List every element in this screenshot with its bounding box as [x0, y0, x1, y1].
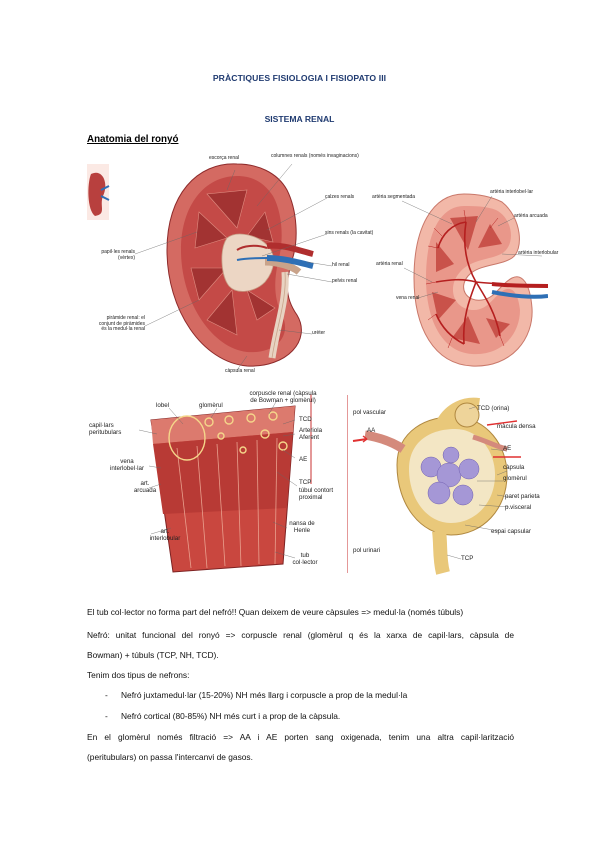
label-tub-collector: tub col·lector: [292, 552, 318, 566]
label-capsula: càpsula: [503, 464, 525, 471]
label-sins-renals: sins renals (la cavitat): [325, 230, 374, 236]
label-pelvis-renal: pelvis renal: [332, 278, 358, 284]
label-escorca-renal: escorça renal: [209, 155, 240, 161]
kidney-arteries-figure: [372, 188, 559, 374]
label-piramide-renal: piràmide renal: el conjunt de piràmides és la medul·la renal: [98, 315, 145, 333]
label-tcp: TCP: [461, 555, 474, 562]
kidney-section-illustration: [87, 150, 367, 380]
label-art-arcuada: art. arcuada: [133, 480, 157, 494]
label-columnes-renals: columnes renals (només invaginacions): [271, 153, 359, 159]
label-vena-interlobel-lar: vena interlobel·lar: [109, 458, 145, 472]
label-hil-renal: hil renal: [332, 262, 350, 268]
label-tcd: TCD: [299, 416, 312, 423]
label-paret-parieta: paret parieta: [505, 493, 540, 500]
label-arteriola-aferent: Arteriola Aferent: [299, 427, 323, 441]
document-title: PRÀCTIQUES FISIOLOGIA I FISIOPATO III: [212, 73, 387, 83]
label-aa: AA: [367, 427, 376, 434]
section-title: SISTEMA RENAL: [264, 114, 335, 124]
label-macula-densa: màcula densa: [497, 423, 536, 430]
label-arteria-segmentada: artèria segmentada: [372, 194, 416, 200]
label-ae: AE: [503, 445, 512, 452]
label-arteria-renal: artèria renal: [376, 261, 403, 267]
renal-corpuscle-figure: [347, 395, 547, 575]
kidney-section-figure: [87, 150, 374, 380]
label-calzes-renals: calzes renals: [325, 194, 355, 200]
label-tcd-orina: TCD (orina): [477, 405, 510, 412]
paragraph-tipus-nefrons: Tenim dos tipus de nefrons:: [87, 670, 190, 680]
label-espai-capsular: espai capsular: [491, 528, 531, 535]
paragraph-tub-collector: El tub col·lector no forma part del nefró!! Quan deixem de veure càpsules => medul·la (només túbuls): [87, 607, 464, 617]
label-ae: AE: [299, 456, 308, 463]
paragraph-glomerul-line1: En el glomèrul només filtració => AA i AE porten sang oxigenada, tenim una altra capil·larització: [87, 732, 514, 742]
label-glomerul: glomèrul: [503, 475, 527, 482]
label-arteria-arcuada: artèria arcuada: [514, 213, 548, 219]
label-art-interlobular: art. interlobular: [149, 528, 181, 542]
label-nansa-henle: nansa de Henle: [289, 520, 315, 534]
bullet-juxtamedullar: Nefró juxtamedul·lar (15-20%) NH més llarg i corpuscle a prop de la medul·la: [121, 690, 408, 700]
paragraph-glomerul-line2: (peritubulars) on passa l'intercanvi de gasos.: [87, 752, 253, 762]
label-pol-vascular: pol vascular: [353, 409, 387, 416]
label-corpuscle-renal: corpuscle renal (càpsula de Bowman + glomèrul): [249, 390, 317, 404]
label-p-visceral: p.visceral: [505, 504, 532, 511]
bullet-cortical: Nefró cortical (80-85%) NH més curt i a prop de la càpsula.: [121, 711, 341, 721]
label-capsula-renal: càpsula renal: [225, 368, 255, 374]
paragraph-nefro-line1: Nefró: unitat funcional del ronyó => corpuscle renal (glomèrul q és la xarxa de capil·lars, càpsula de: [87, 630, 514, 640]
label-ureter: urèter: [312, 330, 326, 336]
bullet-mark: -: [105, 711, 108, 721]
label-capil-lars-peritubulars: capil·lars peritubulars: [89, 422, 122, 436]
label-glomerul: glomèrul: [199, 402, 223, 409]
nephron-block-figure: [87, 388, 347, 580]
label-arteria-interlobular: artèria interlobular: [518, 250, 559, 256]
paragraph-nefro-line2: Bowman) + túbuls (TCP, NH, TCD).: [87, 650, 219, 660]
subsection-heading: Anatomia del ronyó: [87, 134, 179, 145]
bullet-mark: -: [105, 690, 108, 700]
label-papil-les: papil·les renals (vèrtex): [101, 249, 135, 261]
label-lobel: lobel: [156, 402, 170, 409]
label-tcp: TCP: [299, 479, 312, 486]
label-arteria-interlobel-lar: artèria interlobel·lar: [490, 189, 534, 195]
label-vena-renal: vena renal: [396, 295, 420, 301]
label-pol-urinari: pol urinari: [353, 547, 381, 554]
label-tubul-contort: túbul contort proximal: [299, 487, 334, 501]
